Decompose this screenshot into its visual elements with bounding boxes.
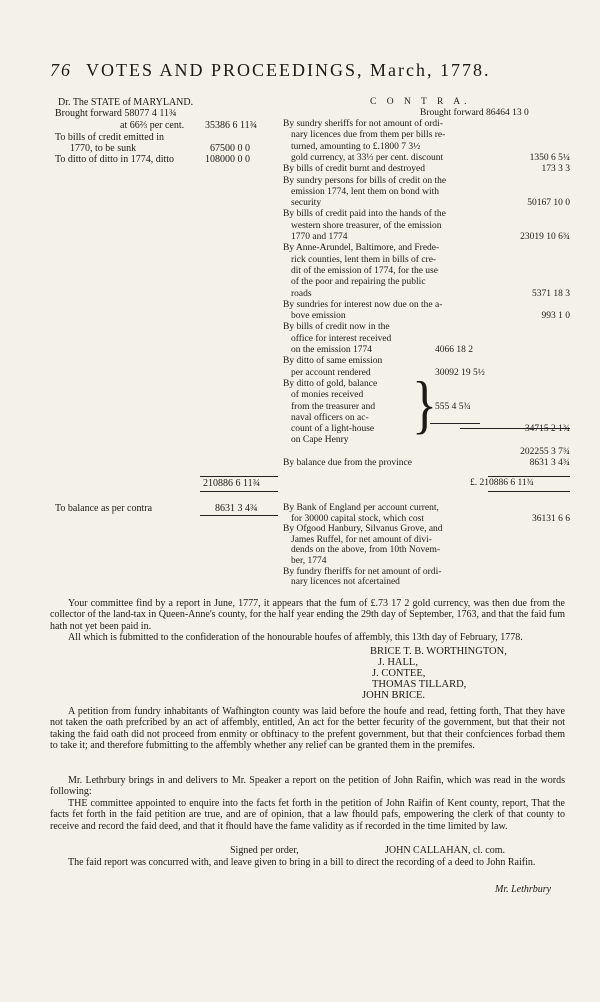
left-heading: Dr. The STATE of MARYLAND.: [58, 97, 194, 108]
ledger-amount: 23019 10 6¾: [520, 232, 570, 242]
ledger-amount: 993 1 0: [541, 311, 570, 322]
ledger-entry-text: emission 1774, lent them on bond with: [291, 186, 440, 197]
ledger-entry-text: dit of the emission of 1774, for the use: [291, 265, 438, 276]
ledger-entry-text: By fundry fheriffs for net amount of ordi-: [283, 566, 442, 577]
left-balance-amount: 8631 3 4¾: [215, 503, 258, 514]
right-heading: C O N T R A.: [370, 97, 471, 107]
left-amount: 35386 6 11¾: [205, 120, 258, 131]
ledger-subamount: 4066 18 2: [435, 345, 473, 355]
ledger-entry-text: By ditto of same emission: [283, 356, 383, 367]
ledger-entry-text: By bills of credit paid into the hands of the: [283, 209, 446, 220]
ledger-entry-text: By sundries for interest now due on the a-: [283, 299, 443, 310]
left-amount: 108000 0 0: [205, 154, 250, 165]
left-balance-label: To balance as per contra: [55, 503, 153, 514]
ledger-entry-text: of monies received: [291, 390, 364, 401]
ledger-entry-text: By balance due from the province: [283, 458, 412, 468]
ledger-entry-text: 1770 and 1774: [291, 232, 348, 242]
ledger-entry-text: naval officers on ac-: [291, 412, 369, 423]
clerk-signature: JOHN CALLAHAN, cl. com.: [385, 845, 505, 856]
ledger-entry-text: count of a light-house: [291, 424, 375, 435]
ledger-entry-text: nary licences not afcertained: [291, 577, 400, 588]
signature: J. CONTEE,: [372, 668, 426, 679]
ledger-amount: 202255 3 7¾: [520, 446, 570, 457]
ledger-entry-text: turned, amounting to £.1800 7 3½: [291, 141, 421, 152]
ledger-entry-text: western shore treasurer, of the emission: [291, 220, 442, 231]
ledger-amount: 34715 2 1¾: [524, 424, 570, 435]
ledger-amount: 1350 6 5¼: [529, 152, 570, 163]
right-total: £. 210886 6 11¾: [470, 478, 534, 488]
ledger-amount: 50167 10 0: [527, 198, 570, 209]
signature: THOMAS TILLARD,: [372, 679, 467, 690]
signature: JOHN BRICE.: [362, 690, 426, 701]
ledger-entry-text: ber, 1774: [291, 556, 327, 566]
ledger-entry-text: By Bank of England per account current,: [283, 503, 439, 513]
report-intro: Mr. Lethrbury brings in and delivers to Mr. Speaker a report on the petition of John Raifin, which was read in the words following:: [50, 775, 565, 798]
ledger-entry-text: office for interest received: [291, 333, 392, 344]
ledger-entry-text: By bills of credit now in the: [283, 322, 390, 333]
submission-note: All which is fubmitted to the confideration of the honourable houfes of affembly, this 13th day of February, 1778.: [68, 632, 523, 643]
ledger-entry-text: rick counties, lent them in bills of cre-: [291, 254, 437, 265]
brace: }: [412, 369, 437, 441]
left-line: To ditto of ditto in 1774, ditto: [55, 154, 175, 165]
signature: BRICE T. B. WORTHINGTON,: [370, 646, 507, 657]
left-line: To bills of credit emitted in: [55, 132, 164, 143]
ledger-entry-text: By Ofgood Hanbury, Silvanus Grove, and: [283, 524, 443, 535]
ledger-entry-text: on the emission 1774: [291, 345, 373, 355]
ledger-entry-text: security: [291, 198, 322, 209]
ledger-entry-text: gold currency, at 33⅓ per cent. discount: [291, 152, 444, 163]
left-line: 1770, to be sunk: [70, 143, 137, 154]
left-line: at 66⅔ per cent.: [120, 120, 185, 131]
ledger-subamount: 555 4 5¾: [435, 401, 471, 412]
page-title: VOTES AND PROCEEDINGS, March, 1778.: [86, 60, 491, 80]
ledger-amount: 8631 3 4¾: [529, 458, 570, 468]
ledger-entry-text: By bills of credit burnt and destroyed: [283, 164, 425, 175]
ledger-subamount: 30092 19 5½: [435, 367, 485, 378]
page-header: [50, 60, 491, 81]
ledger-entry-text: of the poor and repairing the public: [291, 277, 426, 288]
left-total: 210886 6 11¾: [203, 478, 261, 489]
left-amount: 67500 0 0: [210, 143, 250, 154]
committee-report: THE committee appointed to enquire into the facts fet forth in the petition of John Raifin of Kent county, report, That the facts fet forth in the faid petition are true, and are of opinion, that a law fhould pafs, empowering the clerk of that county to receive and record the faid deed, and that it fhould have the fame validity as if recorded in the time limited by law.: [50, 798, 565, 832]
ledger-entry-text: By sundry sheriffs for not amount of ordi-: [283, 119, 443, 129]
ledger-amount: 5371 18 3: [532, 288, 570, 299]
left-line: Brought forward 58077 4 11¾: [55, 108, 177, 119]
petition-paragraph: A petition from fundry inhabitants of Wafhington county was laid before the houfe and read, fetting forth, That they have not taken the oath prefcribed by an act of affembly, entitled, An act for the better fecurity of the government, but that their not taking the faid oath did not proceed from enmity or obftinacy to the prefent government, but that their confciences forbad them to take it; and therefore fubmitting to the affembly whether any relief can be granted them in the premifes.: [50, 706, 565, 752]
ledger-entry-text: roads: [291, 288, 312, 299]
committee-finding: Your committee find by a report in June, 1777, it appears that the fum of £.73 17 2 gold currency, was then due from the collector of the land-tax in Queen-Anne's county, for the half year ending the 29th day of September, 1763, and that the faid fum hath not yet been paid in.: [50, 598, 565, 632]
ledger-entry-text: dends on the above, from 10th Novem-: [291, 545, 441, 556]
ledger-entry-text: James Ruffel, for net amount of divi-: [291, 534, 432, 545]
ledger-entry-text: from the treasurer and: [291, 401, 376, 412]
signature: J. HALL,: [378, 657, 418, 668]
ledger-amount: 173 3 3: [541, 164, 570, 175]
ledger-entry-text: By Anne-Arundel, Baltimore, and Frede-: [283, 243, 440, 254]
page-number: 76: [50, 60, 72, 80]
ledger-entry-text: per account rendered: [291, 367, 371, 378]
ledger-entry-text: bove emission: [291, 311, 346, 322]
ledger-entry-text: By ditto of gold, balance: [283, 378, 378, 389]
right-brought-forward: Brought forward 86464 13 0: [420, 108, 529, 118]
concurrence-paragraph: The faid report was concurred with, and leave given to bring in a bill to direct the recording of a deed to John Raifin.: [68, 857, 536, 868]
ledger-entry-text: for 30000 capital stock, which cost: [291, 513, 424, 524]
ledger-entry-text: By sundry persons for bills of credit on the: [283, 175, 447, 186]
signed-per-order: Signed per order,: [230, 845, 299, 856]
ledger-amount: 36131 6 6: [532, 513, 570, 524]
ledger-entry-text: nary licences due from them per bills re-: [291, 130, 446, 141]
closing-name: Mr. Lethrbury: [495, 884, 552, 895]
ledger-entry-text: on Cape Henry: [291, 435, 349, 446]
